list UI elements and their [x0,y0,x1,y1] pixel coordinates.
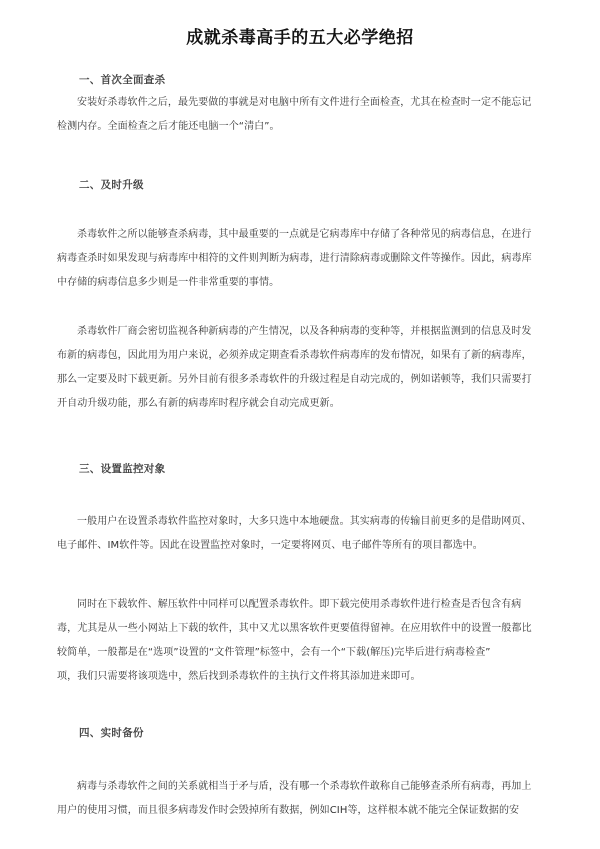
section-heading-3: 三、设置监控对象 [79,463,166,475]
paragraph-line: 布新的病毒包，因此用为用户来说，必须养成定期查看杀毒软件病毒库的发布情况，如果有了新的病毒库， [57,350,532,361]
section-3-paragraph-2 [57,593,550,689]
paragraph-line: 中存储的病毒信息多少则是一件非常重要的事情。 [57,277,280,288]
paragraph-line: 用户的使用习惯，而且很多病毒发作时会毁掉所有数据，例如CIH等，这样根本就不能完全保证数据的安 [57,805,520,816]
paragraph-line: 同时在下载软件、解压软件中同样可以配置杀毒软件。即下载完使用杀毒软件进行检查是否包含有病 [77,599,522,610]
paragraph-line: 检测内存。全面检查之后才能还电脑一个“清白”。 [57,121,280,132]
paragraph-line: 开自动升级功能，那么有新的病毒库时程序就会自动完成更新。 [57,398,340,409]
section-1-paragraph-1 [57,91,550,139]
paragraph-line: 安装好杀毒软件之后，最先要做的事就是对电脑中所有文件进行全面检查，尤其在检查时一定不能忘记 [77,97,532,108]
section-2-paragraph-1 [57,223,550,295]
paragraph-line: 病毒查杀时如果发现与病毒库中相符的文件则判断为病毒，进行清除病毒或删除文件等操作。因此，病毒库 [57,253,532,264]
paragraph-line: 杀毒软件之所以能够查杀病毒，其中最重要的一点就是它病毒库中存储了各种常见的病毒信息，在进行 [77,229,532,240]
paragraph-line: 一般用户在设置杀毒软件监控对象时，大多只选中本地硬盘。其实病毒的传输目前更多的是借助网页、 [77,516,532,527]
section-heading-4: 四、实时备份 [79,727,144,739]
section-4-paragraph-1 [57,775,550,823]
paragraph-line: 项，我们只需要将该项选中，然后找到杀毒软件的主执行文件将其添加进来即可。 [57,671,421,682]
paragraph-line: 电子邮件、IM软件等。因此在设置监控对象时，一定要将网页、电子邮件等所有的项目都选中。 [57,540,483,551]
paragraph-line: 毒，尤其是从一些小网站上下载的软件，其中又尤以黑客软件更要值得留神。在应用软件中的设置一般都比 [57,623,532,634]
section-2-paragraph-2 [57,320,550,416]
paragraph-line: 那么一定要及时下载更新。另外目前有很多杀毒软件的升级过程是自动完成的，例如诺顿等，我们只需要打 [57,374,532,385]
section-heading-2: 二、及时升级 [79,179,144,191]
paragraph-line: 杀毒软件厂商会密切监视各种新病毒的产生情况，以及各种病毒的变种等，并根据监测到的信息及时发 [77,326,532,337]
document-title: 成就杀毒高手的五大必学绝招 [186,28,414,48]
section-3-paragraph-1 [57,510,550,558]
paragraph-line: 病毒与杀毒软件之间的关系就相当于矛与盾，没有哪一个杀毒软件敢称自己能够查杀所有病毒，再加上 [77,781,532,792]
section-heading-1: 一、首次全面查杀 [79,74,166,86]
paragraph-line: 较简单，一般都是在“选项”设置的“文件管理”标签中，会有一个“下载(解压)完毕后进行病毒检查” [57,647,491,658]
